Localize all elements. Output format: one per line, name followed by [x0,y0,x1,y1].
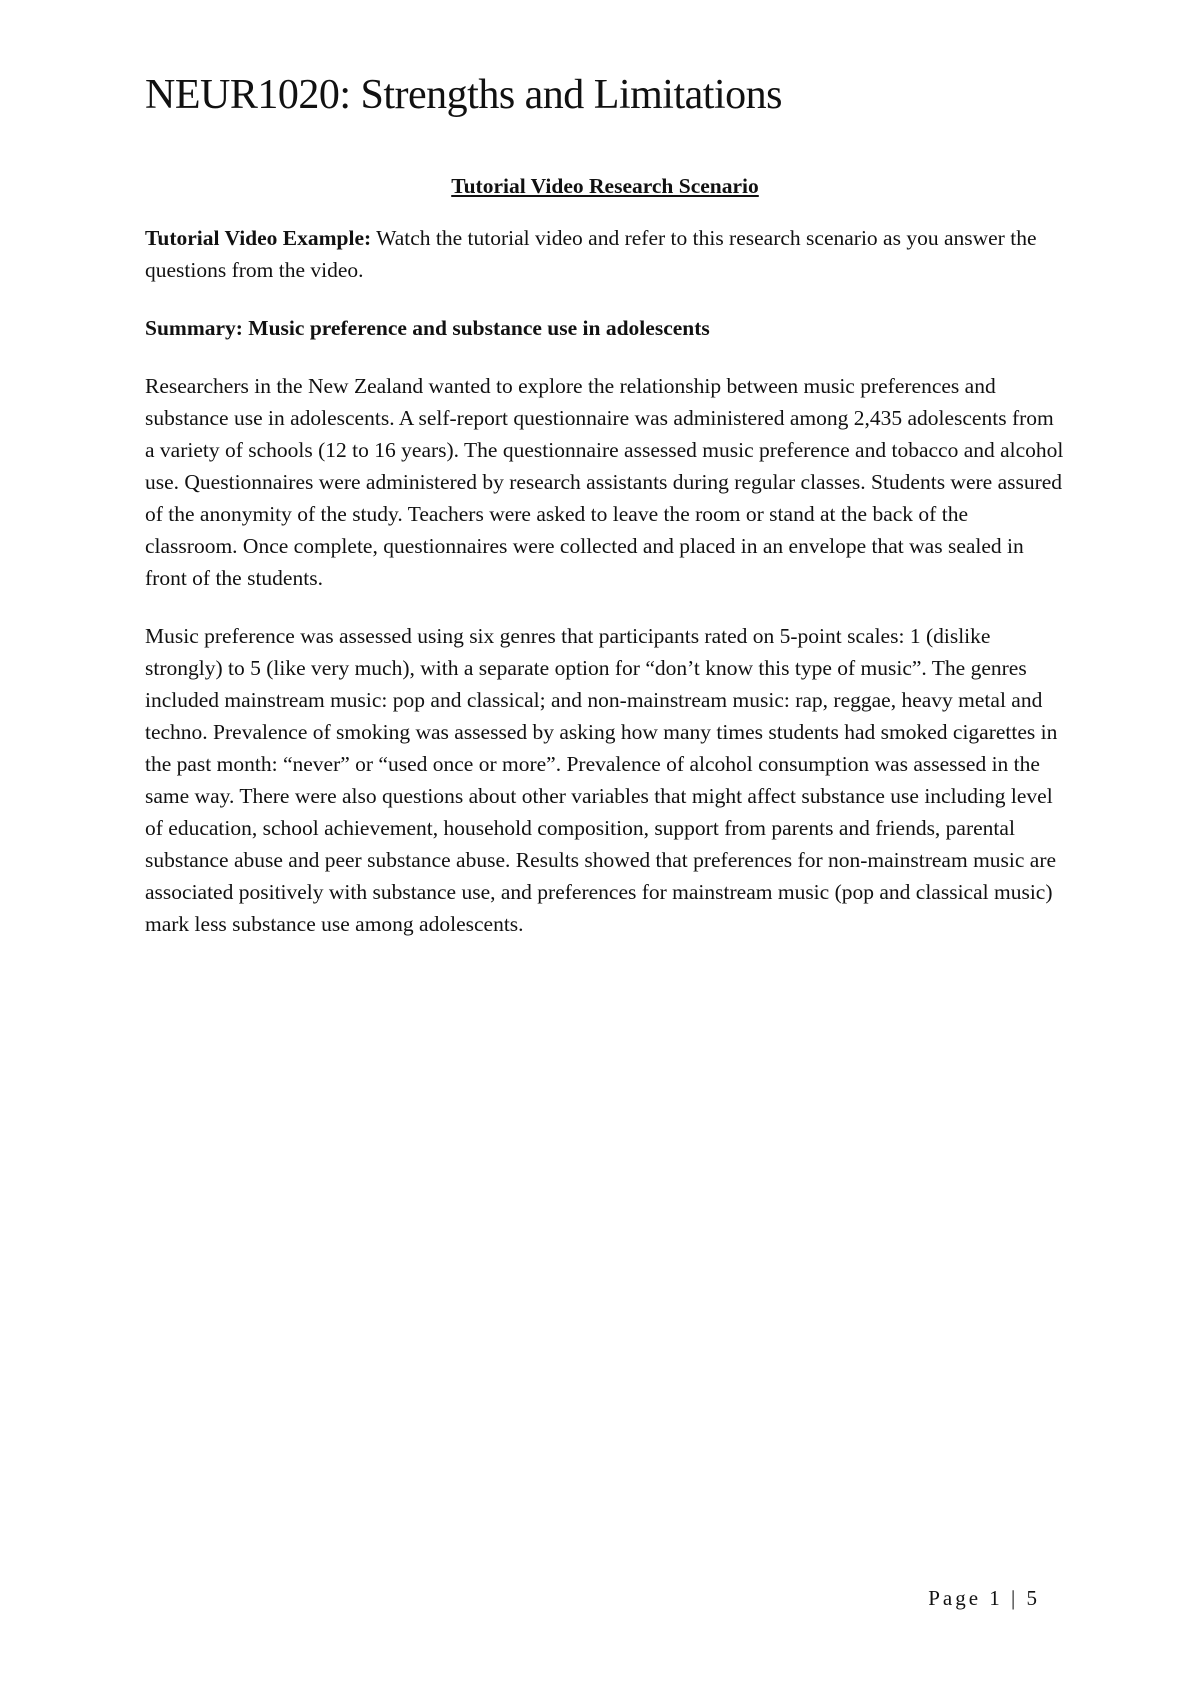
intro-paragraph [145,222,1065,286]
section-heading [145,170,1065,202]
body-paragraph-2: Music preference was assessed using six genres that participants rated on 5-point scales: 1 (dislike strongly) to 5 (like very much), with a separate option for “don’t know this type of music”. The genres included mainstream music: pop and classical; and non-mainstream music: rap, reggae, heavy metal and techno. Prevalence of smoking was assessed by asking how many times students had smoked cigarettes in the past month: “never” or “used once or more”. Prevalence of alcohol consumption was assessed in the same way. There were also questions about other variables that might affect substance use including level of education, school achievement, household composition, support from parents and friends, parental substance abuse and peer substance abuse. Results showed that preferences for non-mainstream music are associated positively with substance use, and preferences for mainstream music (pop and classical music) mark less substance use among adolescents. [145,624,1058,936]
body-paragraph-1: Researchers in the New Zealand wanted to explore the relationship between music preferences and substance use in adolescents. A self-report questionnaire was administered among 2,435 adolescents from a variety of schools (12 to 16 years). The questionnaire assessed music preference and tobacco and alcohol use. Questionnaires were administered by research assistants during regular classes. Students were assured of the anonymity of the study. Teachers were asked to leave the room or stand at the back of the classroom. Once complete, questionnaires were collected and placed in an envelope that was sealed in front of the students. [145,374,1064,590]
intro-text: Watch the tutorial video and refer to this research scenario as you answer the questions from the video. [145,226,1037,282]
document-title: NEUR1020: Strengths and Limitations [145,72,782,118]
summary-heading: Summary: Music preference and substance use in adolescents [145,316,710,340]
page-footer: Page 1 | 5 [928,1586,1040,1610]
document-body [145,170,1065,966]
section-heading-text: Tutorial Video Research Scenario [451,174,759,198]
intro-label: Tutorial Video Example: [145,226,372,250]
